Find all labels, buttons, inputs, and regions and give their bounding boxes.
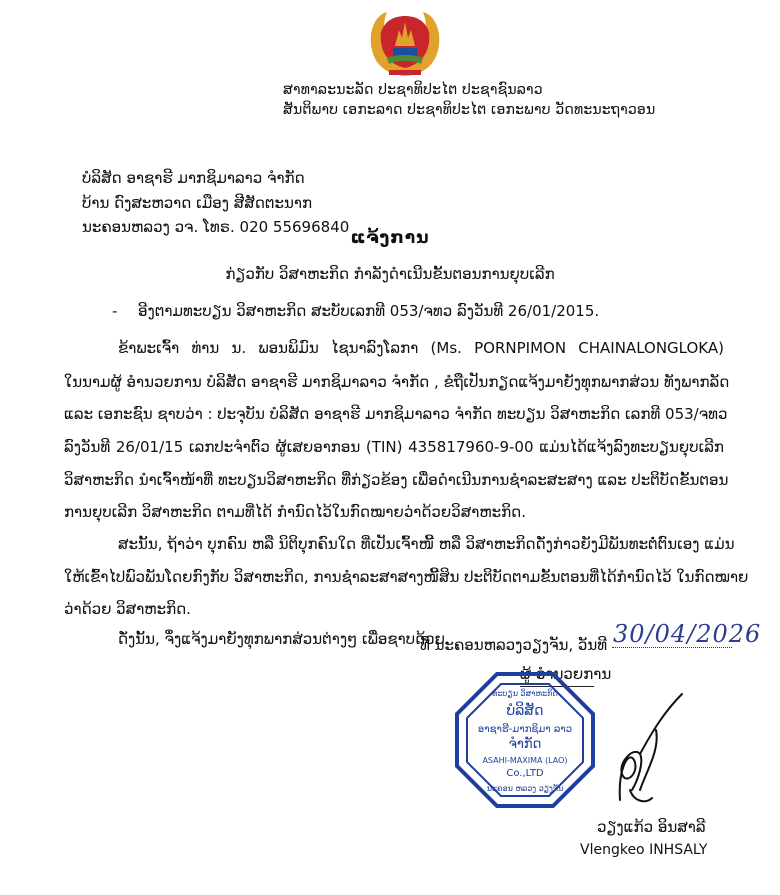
signer-title: ຜູ້ ອຳນວຍການ: [520, 665, 612, 683]
body-p2-line2: ໃຫ້ເຂົ້າໄປພົວພັນໂດຍກົງກັບ ວິສາຫະກິດ, ການຊຳລະສາສາງໜີ້ສິນ ປະຕິບັດຕາມຂັ້ນຕອນທີ່ໄດ້ກຳນົດໄວ້ ໃນກົດໝາຍ: [64, 568, 749, 586]
stamp-line1: ບໍລິສັດ: [506, 703, 544, 719]
handwritten-date: 30/04/2026: [613, 620, 762, 648]
reference-line: ອີງຕາມທະບຽນ ວິສາຫະກິດ ສະບັບເລກທີ 053/ຈທວ ລົງວັນທີ 26/01/2015.: [138, 302, 600, 320]
handwritten-signature: [600, 690, 730, 820]
body-p2-line3: ວ່າດ້ວຍ ວິສາຫະກິດ.: [64, 600, 191, 618]
company-name: ບໍລິສັດ ອາຊາຮີ ມາກຊິມາລາວ ຈຳກັດ: [82, 169, 305, 187]
company-address: ບ້ານ ດົງສະຫວາດ ເມືອງ ສີສັດຕະນາກ: [82, 194, 312, 212]
stamp-line5: Co.,LTD: [506, 768, 544, 779]
date-dotted-line: [612, 647, 732, 648]
body-p1-line4: ລົງວັນທີ 26/01/15 ເລກປະຈຳຕົວ ຜູ້ເສຍອາກອນ (TIN) 435817960-9-00 ແມ່ນໄດ້ແຈ້ງລົງທະບຽນຍຸບເລີກ: [64, 438, 724, 456]
closing-place: ທີ່ ນະຄອນຫລວງວຽງຈັນ, ວັນທີ: [420, 636, 608, 654]
notice-subject: ກ່ຽວກັບ ວິສາຫະກິດ ກຳລັງດຳເນີນຂັ້ນຕອນການຍຸບເລີກ: [225, 265, 555, 283]
body-p1-line2: ໃນນາມຜູ້ ອຳນວຍການ ບໍລິສັດ ອາຊາຮີ ມາກຊິມາລາວ ຈຳກັດ , ຂໍຖືເປັນກຽດແຈ້ງມາຍັງທຸກພາກສ່ວນ ທັງພາກລັດ: [64, 373, 730, 391]
stamp-line2: ອາຊາຮີ-ມາກຊິມາ ລາວ: [477, 724, 573, 735]
body-p1-line1: ຂ້າພະເຈົ້າ ທ່ານ ນ. ພອນພິມົນ ໄຊນາລົງໂລກາ (Ms. PORNPIMON CHAINALONGLOKA): [118, 339, 724, 357]
company-stamp: [455, 672, 595, 808]
stamp-ring-bottom: ນະຄອນ ຫລວງ ວຽງຈັນ: [486, 784, 564, 793]
signer-name-lao: ວຽງແກ້ວ ອິນສາລີ: [597, 818, 706, 836]
national-header-line1: ສາທາລະນະລັດ ປະຊາທິປະໄຕ ປະຊາຊົນລາວ: [283, 82, 543, 98]
company-city-phone: ນະຄອນຫລວງ ວຈ. ໂທຣ. 020 55696840: [82, 218, 350, 236]
signer-name-en: Vlengkeo INHSALY: [580, 842, 708, 858]
body-p1-line3: ແລະ ເອກະຊົນ ຊາບວ່າ : ປະຈຸບັນ ບໍລິສັດ ອາຊາຮີ ມາກຊິມາລາວ ຈຳກັດ ທະບຽນ ວິສາຫະກິດ ເລກທີ 053/ຈທວ: [64, 405, 728, 423]
national-emblem: [365, 8, 445, 80]
stamp-line4: ASAHI-MAXIMA (LAO): [482, 756, 568, 765]
national-motto: ສັນຕິພາບ ເອກະລາດ ປະຊາທິປະໄຕ ເອກະພາບ ວັດທະນະຖາວອນ: [283, 102, 656, 118]
stamp-line3: ຈຳກັດ: [508, 737, 542, 752]
notice-title: ແຈ້ງການ: [350, 228, 430, 248]
body-p2-line1: ສະນັ້ນ, ຖ້າວ່າ ບຸກຄົນ ຫລື ນິຕິບຸກຄົນໃດ ທີ່ເປັນເຈົ້າໜີ້ ຫລື ວິສາຫະກິດດັ່ງກ່າວຍັງມີພັນທະຕໍ່ຕົນເອງ ແມ່ນ: [118, 535, 735, 553]
body-p1-line6: ການຍຸບເລີກ ວິສາຫະກິດ ຕາມທີ່ໄດ້ ກຳນົດໄວ້ໃນກົດໝາຍວ່າດ້ວຍວິສາຫະກິດ.: [64, 503, 526, 521]
reference-bullet: -: [112, 302, 118, 320]
stamp-ring-top: ທະບຽນ ວິສາຫະກິດ: [492, 689, 558, 698]
body-p3: ດັ່ງນັ້ນ, ຈຶ່ງແຈ້ງມາຍັງທຸກພາກສ່ວນຕ່າງໆ ເພື່ອຊາບດ້ວຍ.: [118, 630, 450, 648]
body-p1-line5: ວິສາຫະກິດ ນຳເຈົ້າໜ້າທີ່ ທະບຽນວິສາຫະກິດ ທີ່ກ່ຽວຂ້ອງ ເພື່ອດຳເນີນການຊຳລະສະສາງ ແລະ ປະຕິບັດຂັ້ນຕອນ: [64, 471, 729, 489]
